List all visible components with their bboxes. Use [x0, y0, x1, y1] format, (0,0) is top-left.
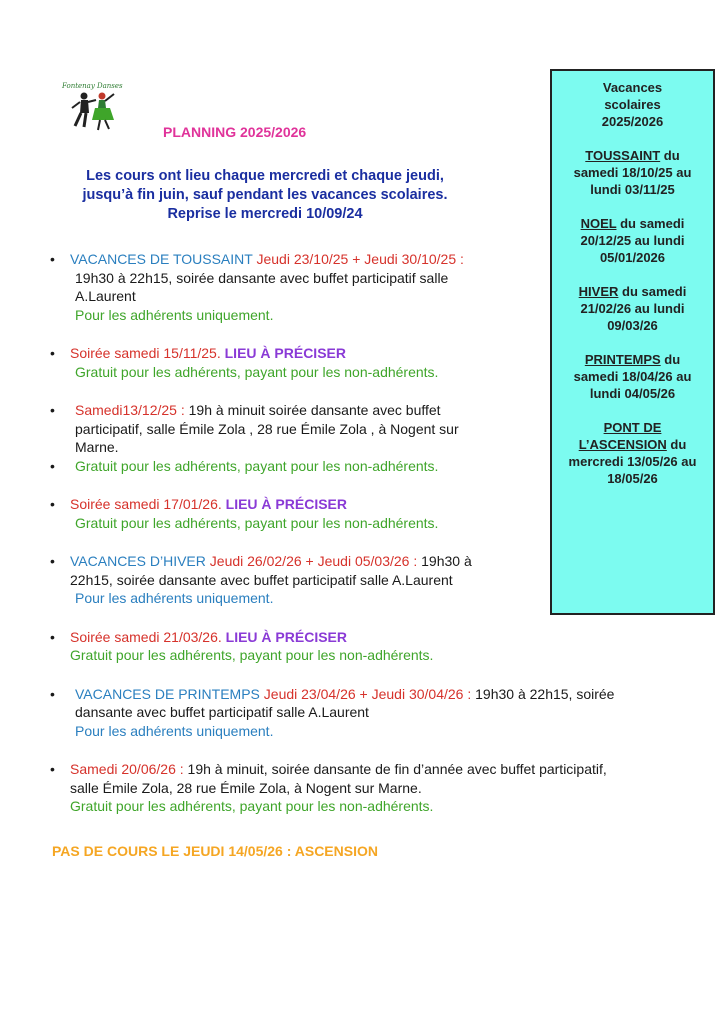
item-text: 22h15, soirée dansante avec buffet participatif salle A.Laurent — [70, 571, 453, 588]
list-item-printemps — [50, 685, 720, 741]
item-dates: Jeudi 23/10/25 + Jeudi 30/10/25 : — [252, 251, 464, 267]
item-label: VACANCES DE PRINTEMPS — [75, 685, 260, 702]
schedule-list — [50, 250, 615, 816]
school-holidays-box — [550, 69, 715, 615]
no-class-notice: PAS DE COURS LE JEUDI 14/05/26 : ASCENSION — [52, 843, 378, 859]
item-text: 19h30 à 22h15, soirée — [471, 685, 615, 702]
item-label: Soirée samedi 21/03/26. — [70, 628, 222, 645]
bullet-icon: • — [50, 685, 55, 702]
item-dates: Jeudi 26/02/26 + Jeudi 05/03/26 : — [205, 553, 418, 569]
item-text: 19h30 à — [417, 553, 472, 569]
holiday-noel — [552, 215, 713, 266]
item-text: Marne. — [75, 439, 119, 455]
item-label: VACANCES D’HIVER — [70, 553, 206, 569]
holiday-name: PONT DE — [603, 420, 662, 435]
holiday-text: 20/12/25 au lundi — [580, 233, 685, 248]
item-place: LIEU À PRÉCISER — [221, 496, 348, 512]
holiday-name: L’ASCENSION — [578, 437, 667, 452]
item-note: Gratuit pour les adhérents, payant pour les non-adhérents. — [75, 457, 439, 474]
holiday-toussaint — [552, 147, 713, 198]
item-place: LIEU À PRÉCISER — [220, 345, 346, 361]
item-text: participatif, salle Émile Zola , 28 rue Émile Zola , à Nogent sur — [75, 420, 459, 437]
holiday-text: 05/01/2026 — [599, 250, 666, 265]
bullet-icon: • — [50, 457, 55, 474]
item-text: dansante avec buffet participatif salle A.Laurent — [75, 704, 369, 720]
holiday-text: lundi 03/11/25 — [590, 182, 675, 197]
box-heading-line: scolaires — [604, 97, 661, 112]
bullet-icon: • — [50, 628, 55, 645]
item-text: 19h à minuit, soirée dansante de fin d’année avec buffet participatif, — [183, 761, 607, 777]
holiday-text: du — [660, 148, 680, 163]
item-note: Pour les adhérents uniquement. — [75, 590, 274, 606]
item-note: Pour les adhérents uniquement. — [75, 306, 274, 323]
holiday-name: HIVER — [578, 284, 619, 299]
holiday-text: samedi 18/04/26 au — [573, 369, 692, 384]
item-label: Samedi 20/06/26 : — [70, 761, 184, 777]
intro-line: Les cours ont lieu chaque mercredi et chaque jeudi, — [86, 168, 444, 184]
holiday-hiver — [552, 283, 713, 334]
holiday-text: mercredi 13/05/26 au — [568, 454, 697, 469]
bullet-icon: • — [50, 251, 55, 267]
list-item-samedi-2006 — [50, 760, 720, 816]
item-text: salle Émile Zola, 28 rue Émile Zola, à Nogent sur Marne. — [70, 779, 422, 796]
bullet-icon: • — [50, 761, 55, 777]
box-heading-line: Vacances — [602, 80, 663, 95]
intro-text — [20, 167, 510, 224]
item-place: LIEU À PRÉCISER — [221, 628, 348, 645]
item-note: Gratuit pour les adhérents, payant pour les non-adhérents. — [75, 363, 439, 380]
holiday-ascension — [552, 419, 713, 487]
bullet-icon: • — [50, 553, 55, 569]
intro-line: jusqu’à fin juin, sauf pendant les vacances scolaires. — [82, 187, 448, 203]
holiday-name: PRINTEMPS — [584, 352, 661, 367]
holiday-printemps — [552, 351, 713, 402]
item-label: Soirée samedi 15/11/25. — [70, 345, 221, 361]
holiday-text: 21/02/26 au lundi — [580, 301, 685, 316]
holiday-text: du — [660, 352, 681, 367]
bullet-icon: • — [50, 402, 55, 418]
holiday-text: lundi 04/05/26 — [589, 386, 676, 401]
holiday-text: samedi 18/10/25 au — [573, 165, 692, 180]
bullet-icon: • — [50, 496, 55, 512]
holiday-text: du — [666, 437, 687, 452]
item-label: Samedi13/12/25 : — [75, 402, 185, 418]
holiday-text: 18/05/26 — [607, 471, 658, 486]
item-text: 19h30 à 22h15, soirée dansante avec buffet participatif salle — [75, 269, 449, 286]
item-note: Gratuit pour les adhérents, payant pour les non-adhérents. — [70, 798, 434, 814]
box-heading — [552, 79, 713, 130]
item-text: A.Laurent — [75, 288, 136, 304]
box-heading-line: 2025/2026 — [601, 114, 664, 129]
holiday-text: 09/03/26 — [607, 318, 658, 333]
holiday-text: du samedi — [618, 284, 687, 299]
item-text: 19h à minuit soirée dansante avec buffet — [184, 402, 441, 418]
item-label: VACANCES DE TOUSSAINT — [70, 251, 253, 267]
item-note: Pour les adhérents uniquement. — [75, 722, 274, 739]
bullet-icon: • — [50, 345, 55, 361]
item-dates: Jeudi 23/04/26 + Jeudi 30/04/26 : — [259, 685, 472, 702]
item-note: Gratuit pour les adhérents, payant pour les non-adhérents. — [70, 647, 434, 663]
holiday-text: du samedi — [616, 216, 685, 231]
intro-line: Reprise le mercredi 10/09/24 — [167, 206, 363, 222]
list-item-soiree-2103 — [50, 628, 720, 665]
item-note: Gratuit pour les adhérents, payant pour les non-adhérents. — [75, 514, 439, 531]
logo-text: Fontenay Danses — [62, 82, 123, 90]
holiday-name: TOUSSAINT — [585, 148, 661, 163]
logo — [62, 80, 126, 140]
holiday-name: NOEL — [580, 216, 617, 231]
item-label: Soirée samedi 17/01/26. — [70, 496, 222, 512]
page-title: PLANNING 2025/2026 — [163, 124, 307, 140]
